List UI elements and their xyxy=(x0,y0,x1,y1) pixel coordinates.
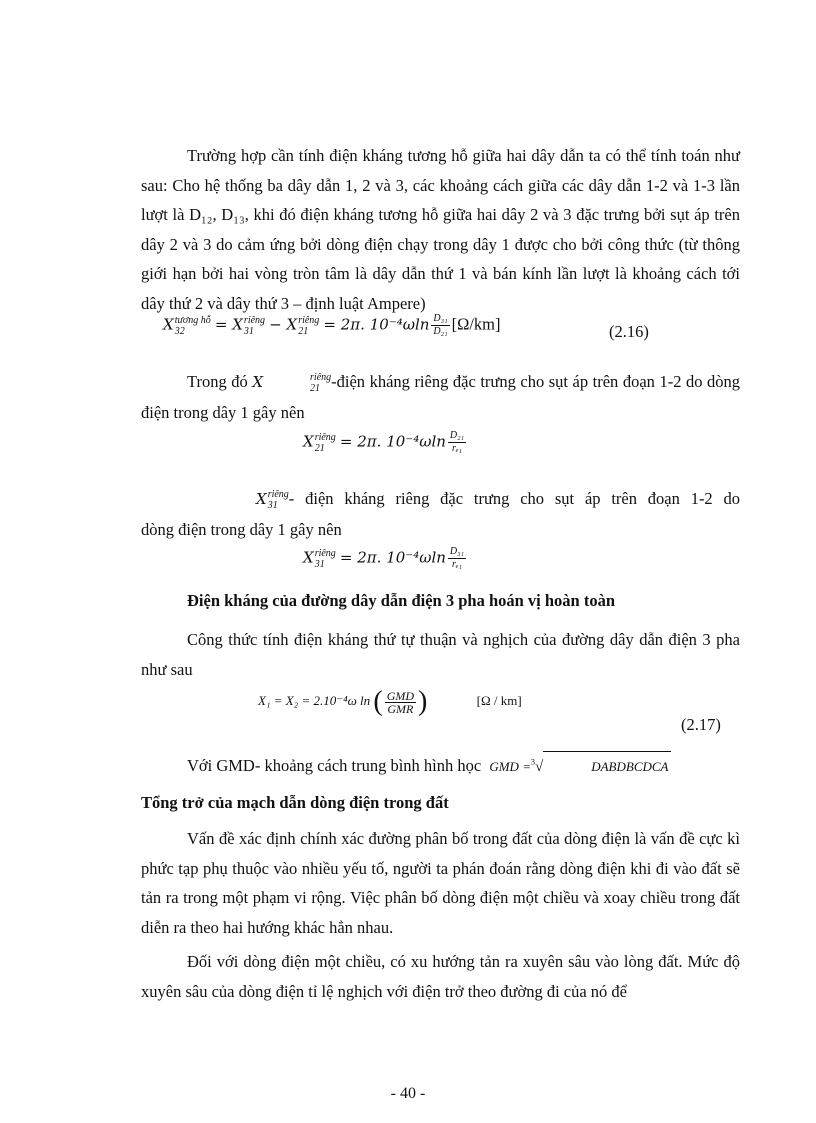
paragraph-text: Trường hợp cần tính điện kháng tương hỗ giữa hai dây dẫn ta có thể tính toán như sau: Cho hệ thống ba dây dẫn 1, 2 và 3, các khoảng cách giữa các dây dẫn 1-2 và 1-3 lần lượt là D₁₂, D₁₃, khi đó điện kháng tương hỗ giữa hai dây 2 và 3 đặc trưng bởi sụt áp trên dây 2 và 3 do cảm ứng bởi dòng điện chạy trong dây 1 được cho bởi công thức (từ thông giới hạn bởi hai vòng tròn tâm là dây dẫn thứ 1 và bán kính lần lượt là khoảng cách tới dây thứ 2 và dây thứ 3 – định luật Ampere) xyxy=(141,146,740,313)
paragraph-formula-intro: Công thức tính điện kháng thứ tự thuận và nghịch của đường dây dẫn điện 3 pha như sau xyxy=(141,630,740,679)
paragraph-mutual-reactance xyxy=(141,141,740,318)
paragraph-x31: X riêng 31 - điện kháng riêng đặc trưng cho sụt áp trên đoạn 1-2 do dòng điện trong dây 1 gây nên xyxy=(141,489,740,539)
paragraph-dc-current: Đối với dòng điện một chiều, có xu hướng tản ra xuyên sâu vào lòng đất. Mức độ xuyên sâu của dòng điện tỉ lệ nghịch với điện trở theo đường đi của nó để xyxy=(141,952,740,1001)
equation-x31: X riêng 31 = 2π. 10⁻⁴ωln $\frac{\text{D₃₁}}{\text{rₑ₁}}$ xyxy=(303,546,465,570)
heading-ground-impedance: Tổng trở của mạch dẫn dòng điện trong đất xyxy=(141,793,449,812)
equation-2-17: X₁ = X₂ = 2.10⁻⁴ω ln ( $\frac{\text{GMD}}{\text{GMR}}$ ) [Ω / km] xyxy=(258,686,522,717)
paragraph-gmd: Với GMD- khoảng cách trung bình hình học GMD =$^3$√ DABDBCDCA xyxy=(141,751,740,783)
equation-number-2-17: (2.17) xyxy=(681,715,721,734)
equation-2-16: X tương hỗ 32 = X riêng 31 − X riêng 21 = 2π. 10⁻⁴ωln $\frac{\text{D₃₁}}{\text{D₂₁}}$ [Ω/km] xyxy=(163,313,501,337)
equation-number-2-16: (2.16) xyxy=(609,322,649,341)
paragraph-x21: Trong đó X riêng 21 -điện kháng riêng đặc trưng cho sụt áp trên đoạn 1-2 do dòng điện trong dây 1 gây nên xyxy=(141,372,741,422)
equation-x21: X riêng 21 = 2π. 10⁻⁴ωln $\frac{\text{D₂₁}}{\text{rₑ₁}}$ xyxy=(303,430,465,454)
page-number: - 40 - xyxy=(390,1085,426,1102)
paragraph-ground-distribution: Vấn đề xác định chính xác đường phân bố trong đất của dòng điện là vấn đề cực kì phức tạp phụ thuộc vào nhiều yếu tố, người ta phán đoán rằng dòng điện khi đi vào đất sẽ tản ra trong một phạm vi rộng. Việc phân bố dòng điện một chiều và xoay chiều trong đất diễn ra theo hai hướng khác hẳn nhau. xyxy=(141,829,740,937)
heading-transposed-line: Điện kháng của đường dây dẫn điện 3 pha hoán vị hoàn toàn xyxy=(187,591,616,610)
